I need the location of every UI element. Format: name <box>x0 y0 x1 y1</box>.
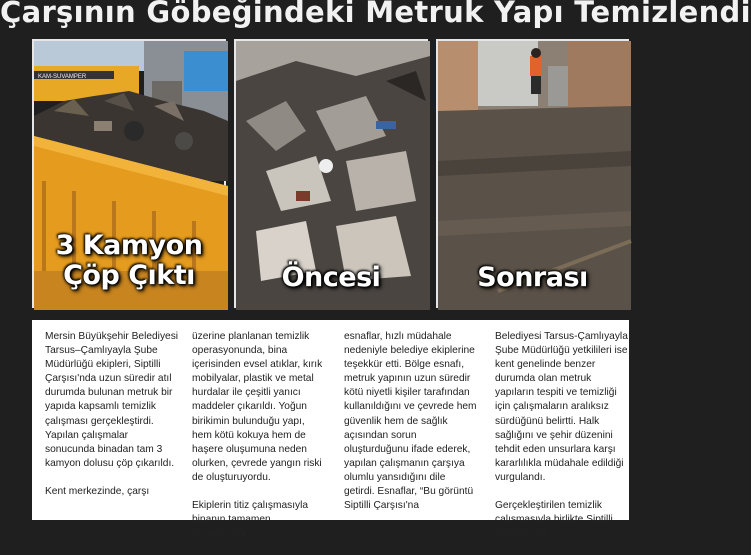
photo-caption-truck <box>34 231 224 291</box>
article-column-2 <box>192 330 326 555</box>
paragraph: Kent merkezinde, çarşı <box>45 485 150 497</box>
article-column-1 <box>45 330 179 513</box>
truck-sign-text: KAM-SUVAMPER <box>38 74 87 80</box>
article-column-3 <box>344 330 478 527</box>
paragraph: esnaflar, hızlı müdahale nedeniyle belediye ekiplerine teşekkür etti. Bölge esnafı, metruk yapının uzun süredir kötü niyetli kişiler tarafından kullanıldığını ve çevrede hem güvenlik hem de sağlık açısından sorun oluşturduğunu ifade ederek, yapılan çalışmanın çarşıya olumlu yansıdığını dile getirdi. Esnaflar, “Bu görüntü Siptilli Çarşısı'na <box>344 331 477 512</box>
paragraph: üzerine planlanan temizlik operasyonunda, bina içerisinden evsel atıklar, kırık mobilyalar, plastik ve metal hurdalar ile çeşitli yanıcı maddeler çıkarıldı. Yoğun birikimin bulunduğu yapı, hem kötü kokuya hem de haşere oluşumuna neden olurken, çevrede yangın riski de oluşturuyordu. <box>192 331 323 483</box>
caption-line-1: 3 Kamyon <box>55 230 203 261</box>
headline: Çarşının Göbeğindeki Metruk Yapı Temizlendi <box>0 0 751 29</box>
article-column-4 <box>495 330 629 555</box>
photo-caption-after: Sonrası <box>477 262 588 293</box>
paragraph: Gerçekleştirilen temizlik çalışmasıyla birlikte Siptilli Çarşısı'nda <box>495 500 613 540</box>
paragraph: Belediyesi Tarsus-Çamlıyayla Şube Müdürlüğü yetkilileri ise kent genelinde benzer durumda olan metruk yapıların tespiti ve temizliği için çalışmaların aralıksız sürdüğünü belirtti. Halk sağlığını ve şehir düzenini tehdit eden unsurlara karşı kararlılıkla müdahale edildiği vurgulandı. <box>495 331 628 483</box>
photo-truck-garbage <box>32 39 226 308</box>
paragraph: Ekiplerin titiz çalışmasıyla binanın tamamen temizlendiği <box>192 500 309 540</box>
paragraph: Mersin Büyükşehir Belediyesi Tarsus–Çamlıyayla Şube Müdürlüğü ekipleri, Siptilli Çarşısı'nda uzun süredir atıl durumda bulunan metruk bir yapıda kapsamlı temizlik çalışması gerçekleştirdi. Yapılan çalışmalar sonucunda binadan tam 3 kamyon dolusu çöp çıkarıldı. <box>45 331 179 469</box>
article-body <box>32 320 629 540</box>
caption-line-2: Çöp Çıktı <box>63 260 195 291</box>
photo-before <box>234 39 428 308</box>
photo-caption-before: Öncesi <box>281 262 381 293</box>
photo-after <box>436 39 629 308</box>
